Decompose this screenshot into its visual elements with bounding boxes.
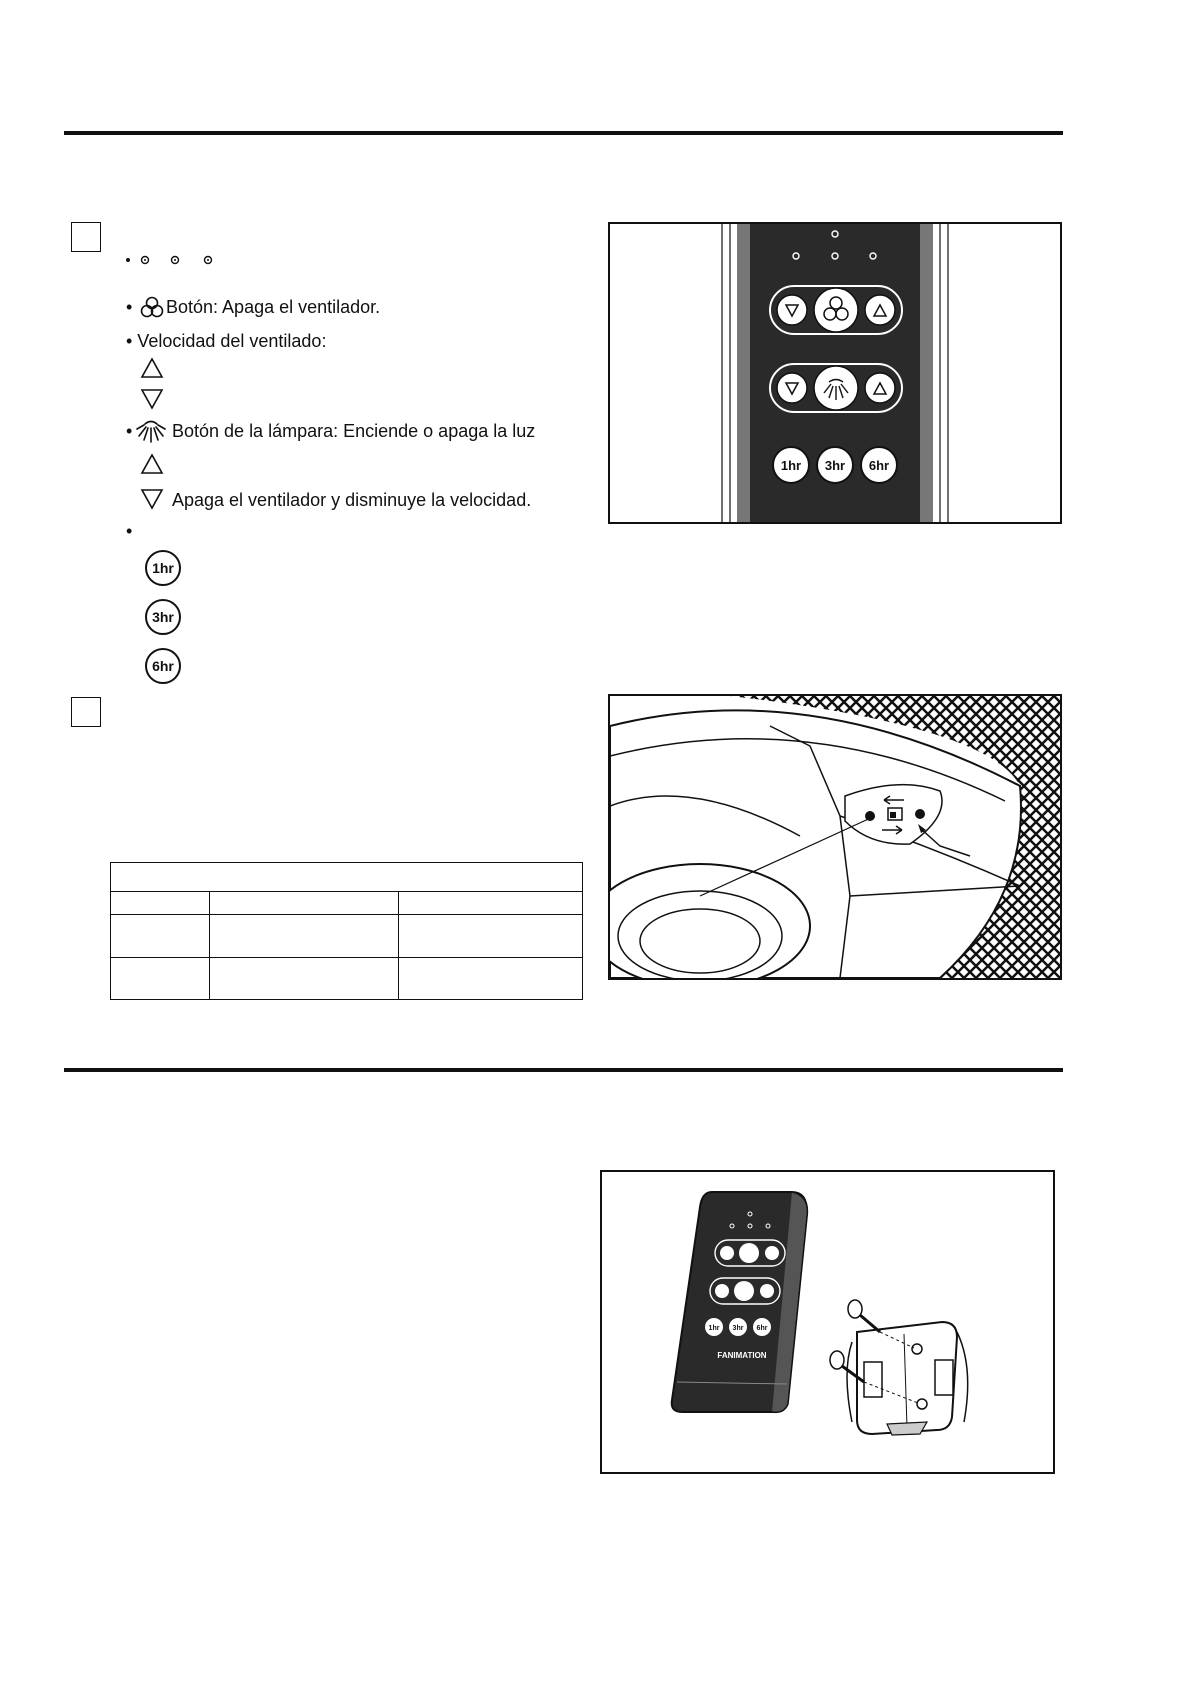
table-cell — [399, 892, 583, 915]
table-cell — [111, 915, 210, 957]
fan-housing-illustration — [610, 696, 1060, 978]
fan-icon — [139, 295, 165, 321]
remote-closeup-figure — [608, 222, 1062, 524]
remote-and-holder-illustration — [602, 1172, 1053, 1472]
off-button-text: Botón: Apaga el ventilador. — [166, 297, 381, 317]
indicator-lights-icon — [124, 250, 224, 270]
triangle-up-icon — [140, 357, 164, 379]
table-cell — [399, 957, 583, 999]
section-rule-top — [64, 131, 1063, 135]
bullet: • — [126, 521, 133, 541]
triangle-up-icon — [140, 453, 164, 475]
section-rule-middle — [64, 1068, 1063, 1072]
light-button-text: Botón de la lámpara: Enciende o apaga la luz — [172, 421, 536, 441]
timer-label: 1hr — [152, 560, 174, 576]
step-1-box — [71, 222, 101, 252]
timer-3hr-icon — [145, 599, 181, 635]
table-cell — [111, 892, 210, 915]
timer-1hr-icon — [145, 550, 181, 586]
timer-6hr-icon — [145, 648, 181, 684]
holder-timer-label: 1hr — [708, 1325, 720, 1332]
triangle-down-icon — [140, 488, 164, 510]
holder-timer-label: 6hr — [756, 1325, 768, 1332]
table-cell — [399, 915, 583, 957]
remote-closeup-illustration — [610, 224, 1060, 522]
holder-timer-label: 3hr — [732, 1325, 744, 1332]
remote-timer-label: 1hr — [780, 458, 802, 473]
timer-label: 6hr — [152, 658, 174, 674]
down-arrow-text: Apaga el ventilador y disminuye la velocidad. — [172, 490, 532, 510]
table-cell — [210, 957, 399, 999]
bullet: • — [126, 297, 133, 317]
wall-holder-figure — [600, 1170, 1055, 1474]
brand-label: FANIMATION — [717, 1351, 767, 1360]
fan-switch-figure — [608, 694, 1062, 980]
table-cell — [210, 892, 399, 915]
step-2-box — [71, 697, 101, 727]
table-header-cell — [111, 863, 583, 892]
timer-label: 3hr — [152, 609, 174, 625]
table-cell — [111, 957, 210, 999]
bullet: • — [126, 421, 133, 441]
remote-timer-label: 6hr — [868, 458, 890, 473]
remote-timer-label: 3hr — [824, 458, 846, 473]
triangle-down-icon — [140, 388, 164, 410]
lamp-icon — [136, 416, 166, 444]
dip-switch-table — [110, 862, 583, 1000]
table-cell — [210, 915, 399, 957]
fan-speed-heading: • Velocidad del ventilado: — [126, 331, 327, 351]
